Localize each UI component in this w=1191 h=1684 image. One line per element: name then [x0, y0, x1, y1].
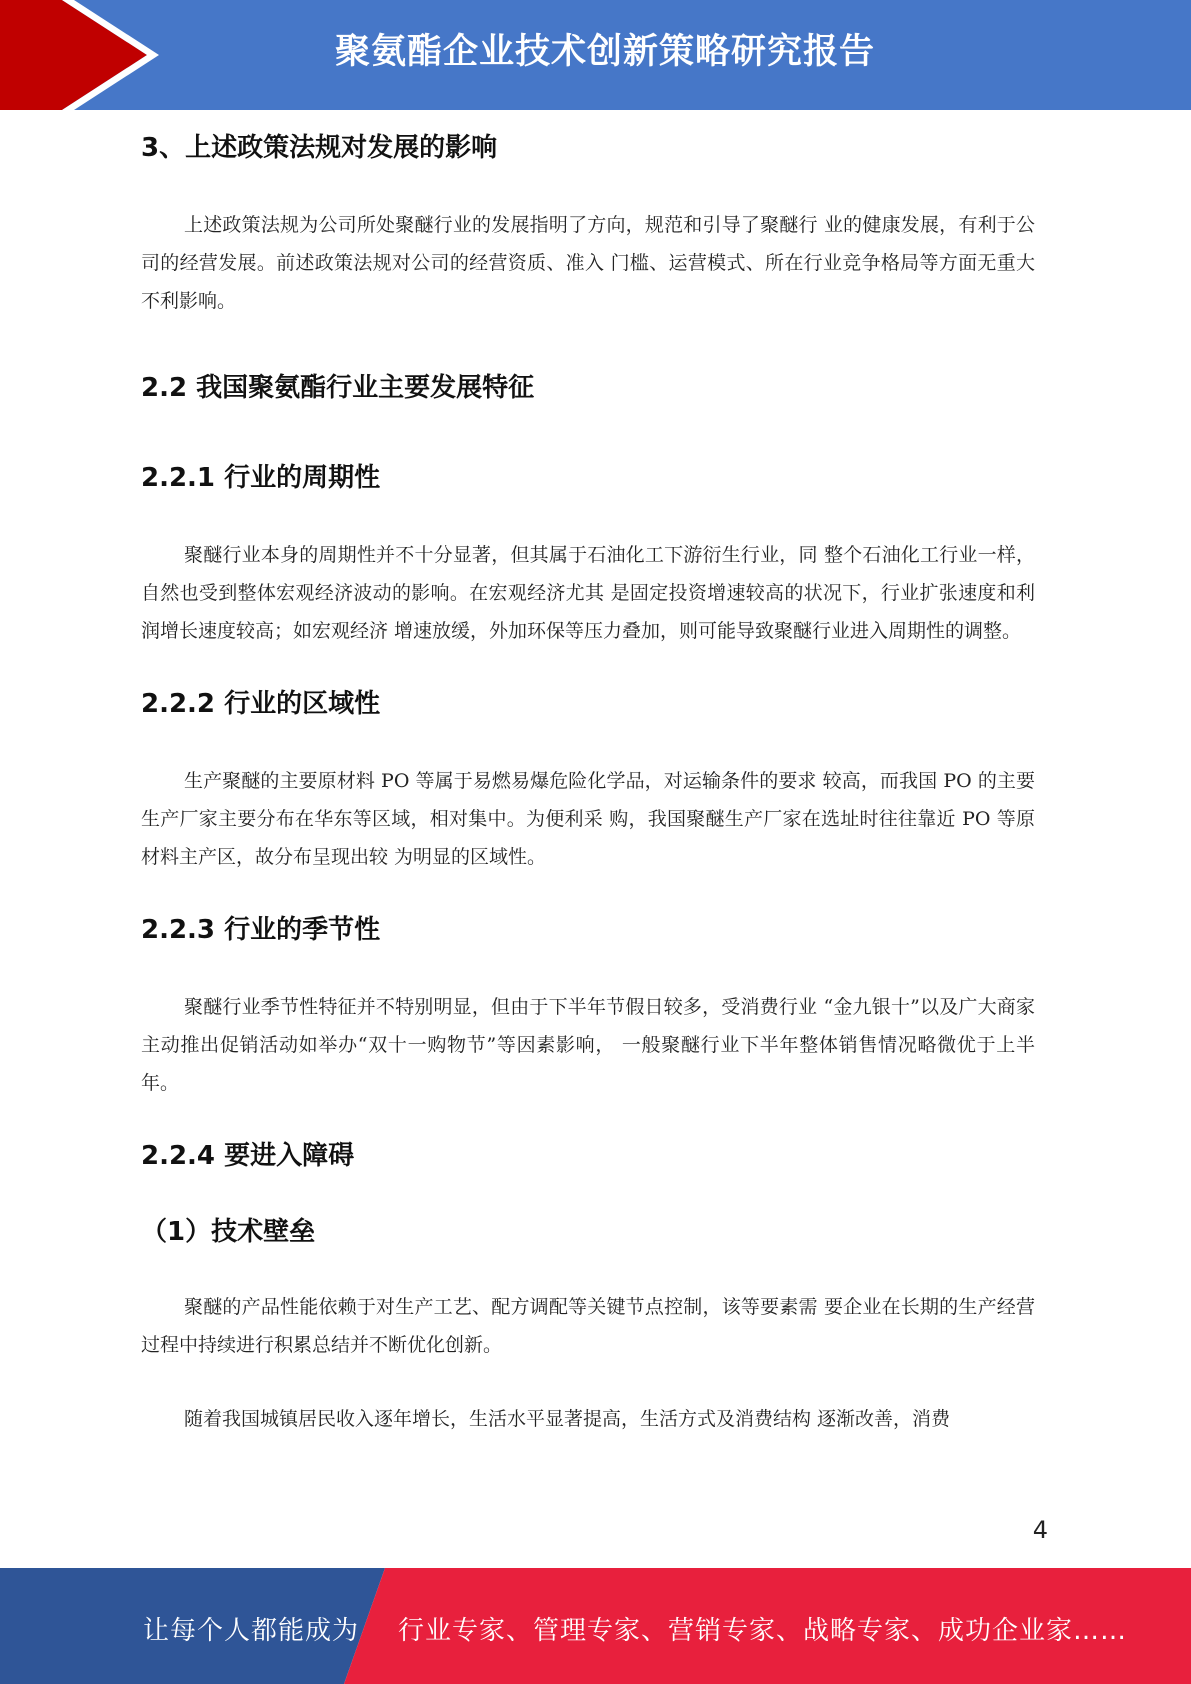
heading-2-2-2: 2.2.2 行业的区域性: [141, 689, 381, 719]
page-header: [0, 0, 1191, 110]
paragraph-seasonality: 聚醚行业季节性特征并不特别明显，但由于下半年节假日较多，受消费行业 “金九银十”以及广大商家主动推出促销活动如举办“双十一购物节”等因素影响， 一般聚醚行业下半年整体销售情况略微优于上半年。: [141, 996, 1035, 1094]
paragraph-income-growth: 随着我国城镇居民收入逐年增长，生活水平显著提高，生活方式及消费结构 逐渐改善，消费: [184, 1408, 951, 1430]
paragraph-cyclicality: 聚醚行业本身的周期性并不十分显著，但其属于石油化工下游衍生行业，同 整个石油化工行业一样，自然也受到整体宏观经济波动的影响。在宏观经济尤其 是固定投资增速较高的状况下，行业扩张速度和利润增长速度较高；如宏观经济 增速放缓，外加环保等压力叠加，则可能导致聚醚行业进入周期性的调整。: [141, 544, 1035, 642]
footer-slogan-left: 让每个人都能成为: [143, 1616, 360, 1646]
heading-2-2: 2.2 我国聚氨酯行业主要发展特征: [141, 373, 535, 403]
header-title: 聚氨酯企业技术创新策略研究报告: [334, 32, 875, 72]
page-footer: [0, 1568, 1191, 1684]
heading-2-2-1: 2.2.1 行业的周期性: [141, 463, 381, 493]
document-body: [141, 110, 1035, 1438]
heading-policy-impact: 3、上述政策法规对发展的影响: [141, 133, 498, 163]
paragraph-regionality: 生产聚醚的主要原材料 PO 等属于易燃易爆危险化学品，对运输条件的要求 较高，而我国 PO 的主要生产厂家主要分布在华东等区域，相对集中。为便利采 购，我国聚醚生产厂家在选址时往往靠近 PO 等原材料主产区，故分布呈现出较 为明显的区域性。: [141, 770, 1035, 868]
footer-slogan-right: 行业专家、管理专家、营销专家、战略专家、成功企业家……: [398, 1616, 1128, 1646]
paragraph-policy-impact: 上述政策法规为公司所处聚醚行业的发展指明了方向，规范和引导了聚醚行 业的健康发展，有利于公司的经营发展。前述政策法规对公司的经营资质、准入 门槛、运营模式、所在行业竞争格局等方面无重大不利影响。: [141, 214, 1035, 312]
paragraph-tech-barrier: 聚醚的产品性能依赖于对生产工艺、配方调配等关键节点控制，该等要素需 要企业在长期的生产经营过程中持续进行积累总结并不断优化创新。: [141, 1296, 1035, 1356]
heading-tech-barrier: （1）技术壁垒: [141, 1217, 316, 1247]
header-arrow-graphic: [0, 0, 200, 110]
page-number: 4: [1032, 1516, 1048, 1544]
heading-2-2-3: 2.2.3 行业的季节性: [141, 915, 381, 945]
heading-2-2-4: 2.2.4 要进入障碍: [141, 1141, 355, 1171]
